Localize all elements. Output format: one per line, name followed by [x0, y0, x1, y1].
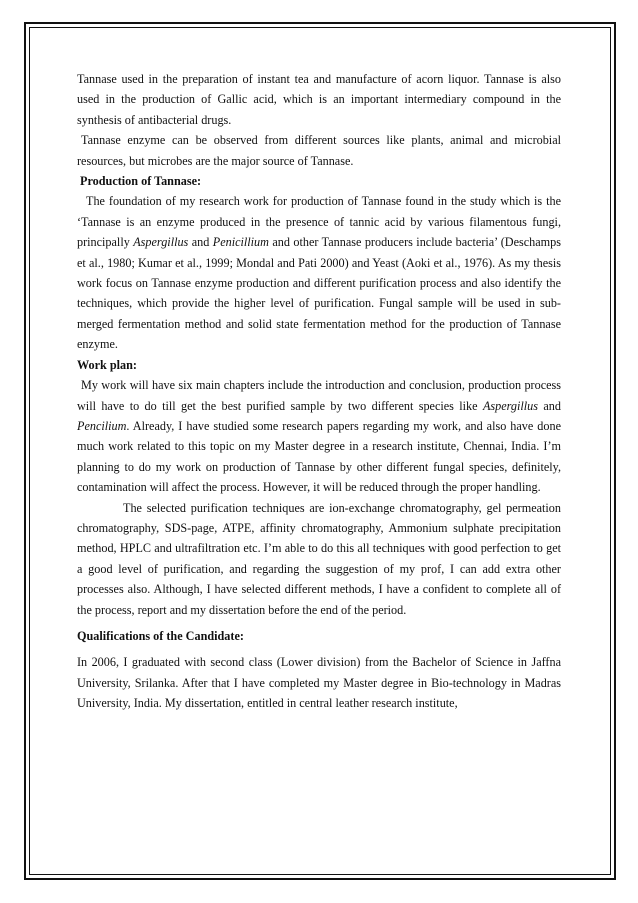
- species-pencilium: Pencilium: [77, 418, 127, 433]
- species-aspergillus-2: Aspergillus: [482, 398, 539, 413]
- heading-production: Production of Tannase:: [80, 174, 202, 189]
- paragraph-qualifications: In 2006, I graduated with second class (Lower division) from the Bachelor of Science in Jaffna University, Srilanka. After that I have completed my Master degree in Bio-technology in Madras University, India. My dissertation, entitled in central leather research institute,: [77, 655, 561, 711]
- paragraph-foundation: The foundation of my research work for production of Tannase found in the study which is the ‘Tannase is an enzyme produced in the presence of tannic acid by various filamentous fungi, principally Aspergillus and Penicillium and other Tannase producers include bacteria’ (Deschamps et al., 1980; Kumar et al., 1999; Mondal and Pati 2000) and Yeast (Aoki et al., 1976). As my thesis work focus on Tannase enzyme production and different purification process and also identify the techniques, which provide the higher level of purification. Fungal sample will be used in sub-merged fermentation method and solid state fermentation method for the production of Tannase enzyme.: [77, 194, 561, 352]
- heading-qualifications: Qualifications of the Candidate:: [77, 628, 244, 643]
- paragraph-purification-techniques: The selected purification techniques are ion-exchange chromatography, gel permeation chromatography, SDS-page, ATPE, affinity chromatography, Ammonium sulphate precipitation method, HPLC and ultrafiltration etc. I’m able to do this all techniques with good perfection to get a good level of purification, and regarding the suggestion of my prof, I can add extra other processes also. Although, I have selected different methods, I have a confident to complete all of the process, report and my dissertation before the end of the period.: [77, 500, 561, 617]
- paragraph-tannase-sources: Tannase enzyme can be observed from different sources like plants, animal and microbial resources, but microbes are the major source of Tannase.: [77, 133, 561, 168]
- paragraph-work-plan: My work will have six main chapters include the introduction and conclusion, production process will have to do till get the best purified sample by two different species like Aspergillus and Pencilium. Already, I have studied some research papers regarding my work, and also have done much work related to this topic on my Master degree in a research institute, Chennai, India. I’m planning to do my work on production of Tannase by other different fungal species, definitely, contamination will affect the process. However, it will be reduced through the proper handling.: [77, 378, 561, 495]
- species-penicillium: Penicillium: [212, 235, 269, 250]
- species-aspergillus: Aspergillus: [133, 235, 189, 250]
- heading-work-plan: Work plan:: [77, 357, 137, 372]
- paragraph-tannase-uses: Tannase used in the preparation of instant tea and manufacture of acorn liquor. Tannase is also used in the production of Gallic acid, which is an important intermediary compound in the synthesis of antibacterial drugs.: [77, 72, 561, 127]
- document-body: [77, 69, 561, 714]
